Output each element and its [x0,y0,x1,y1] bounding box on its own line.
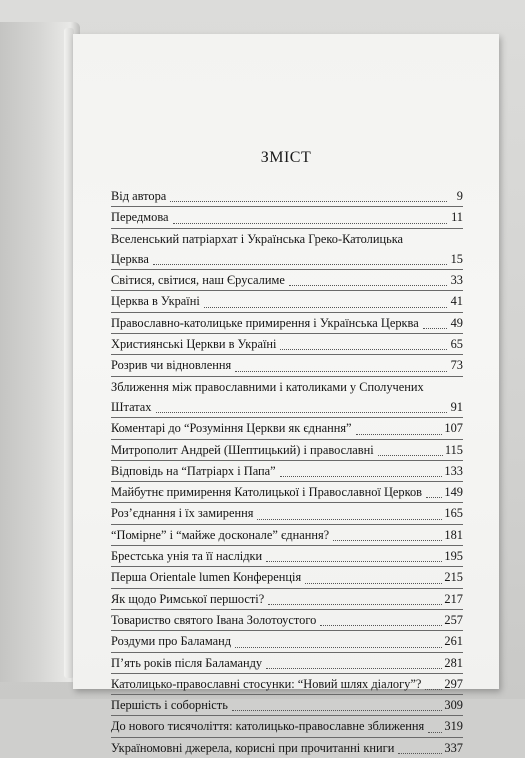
page-title: ЗМІСТ [260,149,312,166]
toc-page-number: 257 [444,612,463,627]
leader-dots [268,604,442,605]
toc-entry-title: Митрополит Андрей (Шептицький) і православні [111,442,374,457]
toc-page-number: 133 [444,463,463,478]
toc-entry [111,610,463,630]
toc-entry [111,589,463,609]
toc-entry-title: Католицько-православні стосунки: “Новий шлях діалогу”? [111,676,422,691]
toc-entry-title: Християнські Церкви в Україні [111,337,277,352]
toc-entry-title: Коментарі до “Розуміння Церкви як єднання” [111,421,352,436]
toc-page-number: 15 [450,251,463,266]
leader-dots [235,647,442,648]
leader-dots [428,732,442,733]
table-of-contents [111,186,463,758]
toc-page-number: 309 [444,698,463,713]
leader-dots [204,307,447,308]
toc-entry [111,567,463,587]
toc-entry-title: Розрив чи відновлення [111,358,232,373]
leader-dots [156,412,447,413]
toc-entry [111,291,463,311]
leader-dots [235,371,447,372]
toc-entry-title: П’ять років після Баламанду [111,655,263,670]
toc-page-number: 73 [450,358,463,373]
toc-entry-title: Товариство святого Івана Золотоустого [111,612,317,627]
toc-entry-title: Україномовні джерела, корисні при прочитанні книги [111,740,395,755]
leader-dots [423,328,447,329]
toc-entry [111,653,463,673]
toc-page-number: 33 [450,273,463,288]
toc-entry-title: Передмова [111,210,169,225]
toc-entry [111,377,463,418]
toc-entry-title-continued: Церква [111,251,149,266]
toc-entry-title: Світися, світися, наш Єрусалиме [111,273,285,288]
toc-entry [111,525,463,545]
toc-entry-title: До нового тисячоліття: католицько-православне зближення [111,719,425,734]
toc-page-number: 261 [444,634,463,649]
toc-entry [111,631,463,651]
toc-entry [111,461,463,481]
toc-entry [111,482,463,502]
toc-page-number: 297 [444,676,463,691]
toc-entry-title: Від автора [111,189,167,203]
leader-dots [425,689,442,690]
leader-dots [280,476,443,477]
toc-entry [111,207,463,227]
toc-entry-title: Як щодо Римської першості? [111,591,265,606]
leader-dots [426,497,442,498]
leader-dots [378,455,443,456]
toc-entry-title: Православно-католицьке примирення і Українська Церква [111,315,419,330]
leader-dots [170,201,447,202]
toc-entry-title: Церква в Україні [111,294,200,309]
toc-entry-title: Брестська унія та її наслідки [111,549,263,564]
toc-entry [111,334,463,354]
toc-entry [111,186,463,206]
toc-entry [111,695,463,715]
toc-entry [111,270,463,290]
toc-page-number: 281 [444,655,463,670]
toc-entry-title: Майбутнє примирення Католицької і Православної Церков [111,485,423,500]
toc-page-number: 41 [450,294,463,309]
toc-entry-title-continued: Штатах [111,399,152,414]
toc-entry [111,546,463,566]
toc-page-number: 215 [444,570,463,585]
toc-page-number: 149 [444,485,463,500]
leader-dots [153,264,447,265]
leader-dots [333,540,442,541]
toc-page-number: 9 [456,189,463,203]
toc-page-number: 337 [444,740,463,755]
leader-dots [398,753,442,754]
toc-entry-title: Відповідь на “Патріарх і Папа” [111,463,276,478]
toc-entry [111,355,463,375]
toc-entry [111,229,463,270]
toc-page-number: 107 [444,421,463,436]
toc-page-number: 11 [451,210,463,225]
toc-page-number: 65 [450,337,463,352]
leader-dots [280,349,447,350]
toc-entry-title: Роздуми про Баламанд [111,634,232,649]
leader-dots [320,625,442,626]
toc-entry-title: Роз’єднання і їх замирення [111,506,254,521]
toc-entry-title: “Помірне” і “майже досконале” єднання? [111,527,330,542]
toc-entry [111,313,463,333]
leader-dots [305,583,442,584]
toc-page-number: 165 [444,506,463,521]
leader-dots [257,519,442,520]
toc-entry [111,716,463,736]
leader-dots [173,223,447,224]
toc-entry-title: Перша Orientale lumen Конференція [111,570,302,585]
toc-page-number: 195 [444,549,463,564]
toc-page-number: 49 [450,315,463,330]
toc-entry [111,440,463,460]
leader-dots [356,434,443,435]
toc-page-number: 115 [444,442,463,457]
leader-dots [232,710,443,711]
toc-page-number: 181 [444,527,463,542]
toc-entry-title: Зближення між православними і католиками у Сполучених [111,379,424,394]
toc-entry-title: Вселенський патріархат і Українська Греко-Католицька [111,231,404,246]
toc-entry [111,418,463,438]
leader-dots [266,561,442,562]
toc-entry [111,738,463,758]
toc-page-number: 319 [444,719,463,734]
book-page [73,34,499,755]
toc-entry [111,503,463,523]
toc-entry [111,674,463,694]
leader-dots [289,285,447,286]
toc-page-number: 91 [450,399,463,414]
toc-page-number: 217 [444,591,463,606]
leader-dots [266,668,442,669]
toc-entry-title: Першість і соборність [111,698,228,713]
